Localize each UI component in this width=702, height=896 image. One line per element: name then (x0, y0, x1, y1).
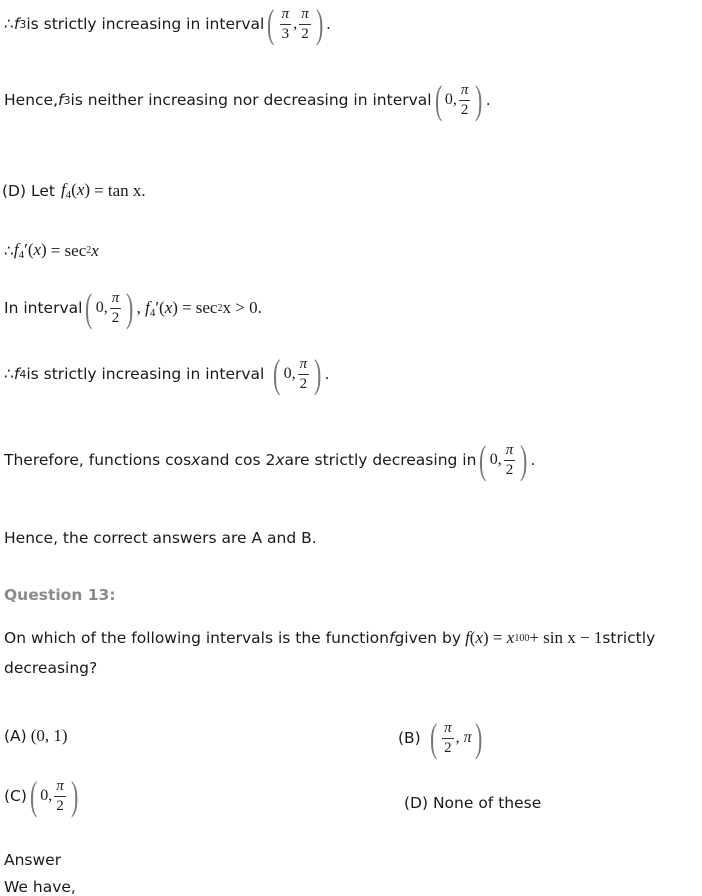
answer-text: We have, (4, 878, 76, 896)
question-text: On which of the following intervals is the function f given by f(x) = x 100 + sin x − 1 strictly (4, 628, 656, 647)
line-f4-increasing: ∴ f 4 is strictly increasing in interval ( 0, $\frac{\pi}{2}$ ) . (4, 351, 330, 396)
line-hence-neither: Hence, f 3 is neither increasing nor decreasing in interval ( 0, $\frac{\pi}{2}$ ) . (4, 77, 491, 122)
question-text-line2: decreasing? (4, 659, 98, 677)
option-b: (B) ( $\frac{\pi}{2}$ , π ) (398, 715, 482, 760)
line-therefore: Therefore, functions cos x and cos 2 x are strictly decreasing in ( 0, $\frac{\pi}{2}$ ) . (4, 437, 536, 482)
option-d: (D) None of these (404, 794, 542, 812)
line-derivative: ∴ $f_4'(x)$ = sec 2 x (4, 240, 99, 261)
line-correct-answers: Hence, the correct answers are A and B. (4, 529, 317, 547)
interval-0-pi2: ( 0, $\frac{\pi}{2}$ ) (434, 77, 483, 122)
line-d-let: (D) Let $f_4(x)$ = tan x. (2, 180, 146, 201)
line-in-interval: In interval ( 0, $\frac{\pi}{2}$ ) , $f_4'(x)$ = sec 2 x > 0. (4, 285, 262, 330)
answer-label: Answer (4, 851, 62, 869)
option-c: (C) ( 0, $\frac{\pi}{2}$ ) (4, 773, 79, 818)
question-heading: Question 13: (4, 586, 116, 604)
interval-pi3-pi2: ( $\frac{\pi}{3}$ , $\frac{\pi}{2}$ ) (267, 1, 324, 46)
line-f3-increasing: ∴ f 3 is strictly increasing in interval ( $\frac{\pi}{3}$ , $\frac{\pi}{2}$ ) . (4, 1, 331, 46)
option-a: (A) (0, 1) (4, 726, 68, 745)
f-symbol: f (13, 15, 20, 33)
